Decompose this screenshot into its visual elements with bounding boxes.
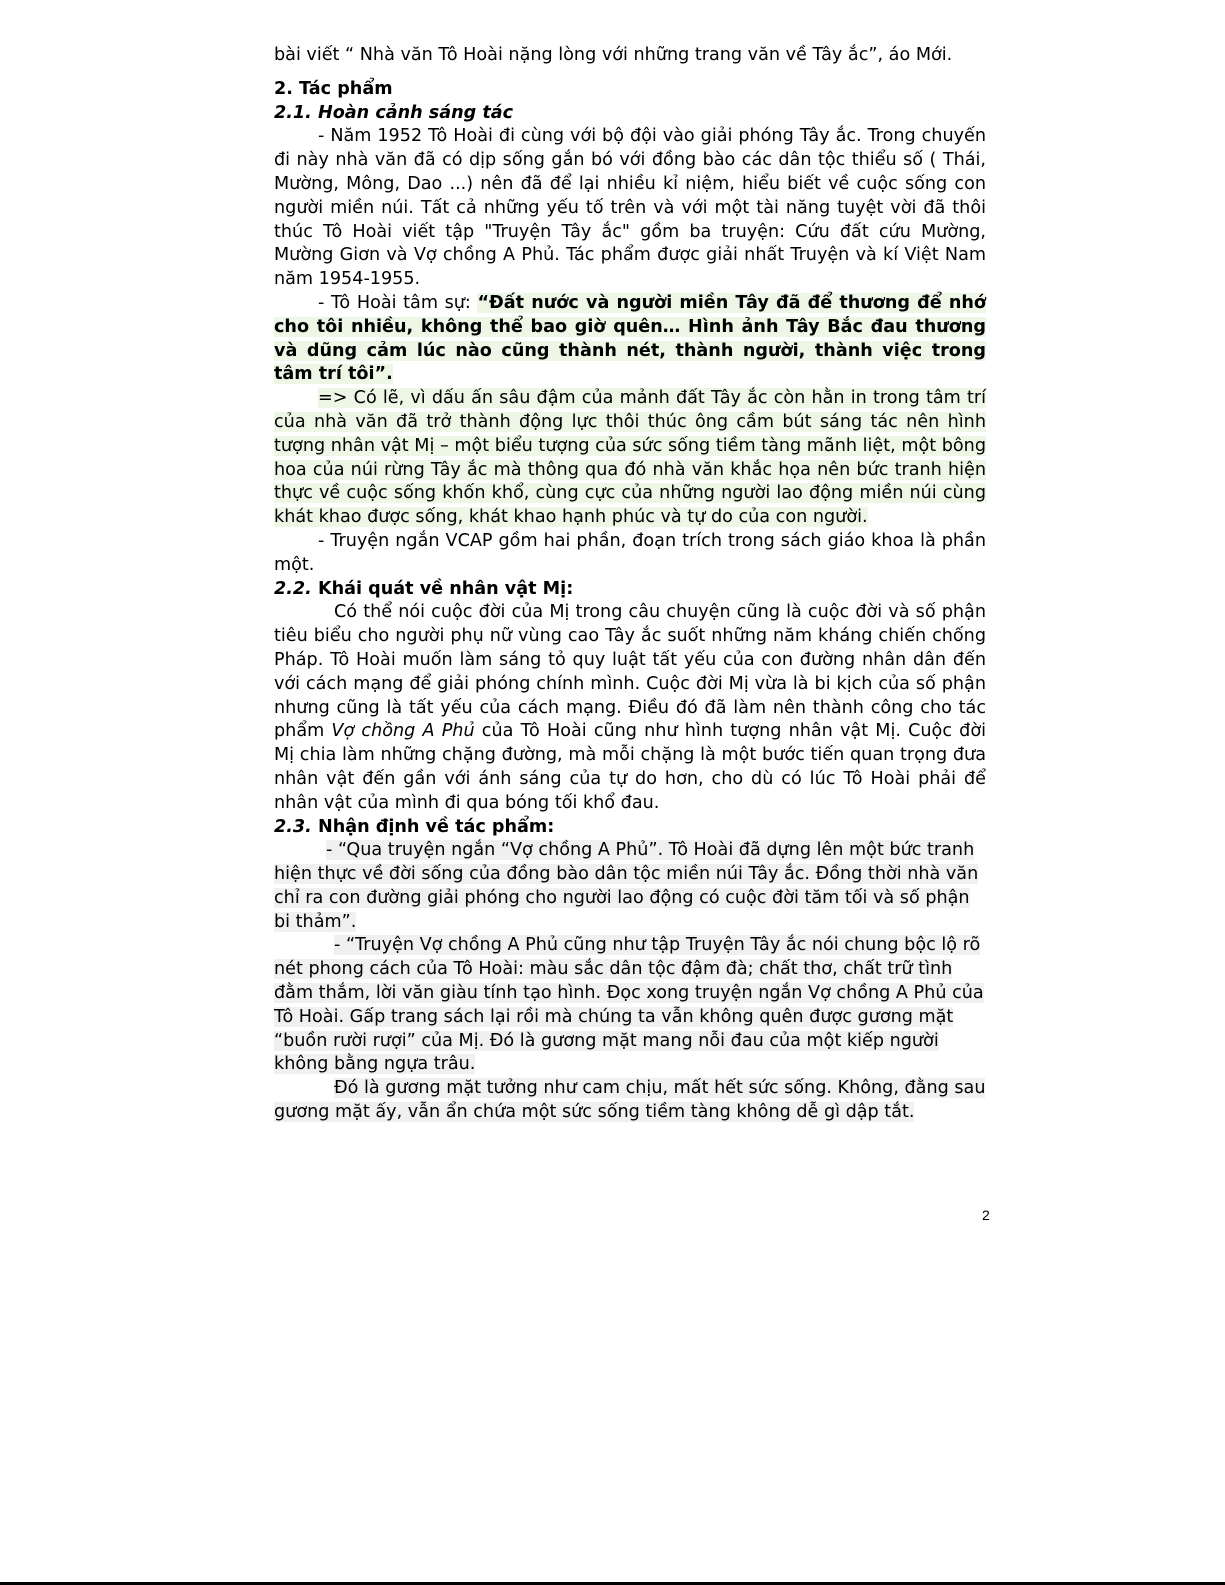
paragraph-context-1952: - Năm 1952 Tô Hoài đi cùng với bộ đội vào giải phóng Tây ắc. Trong chuyến đi này nhà văn đã có dịp sống gắn bó với đồng bào các dân tộc thiểu số ( Thái, Mường, Mông, Dao ...) nên đã để lại nhiều kỉ niệm, hiểu biết về cuộc sống con người miền núi. Tất cả những yếu tố trên và với một tài năng tuyệt vời đã thôi thúc Tô Hoài viết tập "Truyện Tây ắc" gồm ba truyện: Cứu đất cứu Mường, Mường Giơn và Vợ chồng A Phủ. Tác phẩm được giải nhất Truyện và kí Việt Nam năm 1954-1955. — [274, 126, 986, 290]
paragraph-author-quote — [274, 292, 986, 387]
subheading-critique-number: 2.3. — [274, 816, 312, 837]
critique-2-text: - “Truyện Vợ chồng A Phủ cũng như tập Truyện Tây ắc nói chung bộc lộ rõ nét phong cách của Tô Hoài: màu sắc dân tộc đậm đà; chất thơ, chất trữ tình đằm thắm, lời văn giàu tính tạo hình. Đọc xong truyện ngắn Vợ chồng A Phủ của Tô Hoài. Gấp trang sách lại rồi mà chúng ta vẫn không quên được gương mặt “buồn rười rượi” của Mị. Đó là gương mặt mang nỗi đau của một kiếp người không bằng ngựa trâu. — [274, 935, 984, 1075]
paragraph-story-parts: - Truyện ngắn VCAP gồm hai phần, đoạn trích trong sách giáo khoa là phần một. — [274, 530, 986, 575]
document-page — [274, 44, 986, 1125]
paragraph-conclusion — [274, 387, 986, 530]
paragraph-character-mi — [274, 601, 986, 815]
author-quote-lead: - Tô Hoài tâm sự: — [318, 292, 478, 313]
critique-3-text: Đó là gương mặt tưởng như cam chịu, mất hết sức sống. Không, đằng sau gương mặt ấy, vẫn ẩn chứa một sức sống tiềm tàng không dễ gì dập tắt. — [274, 1078, 986, 1123]
paragraph-critique-2 — [274, 934, 986, 1077]
work-title-italic: Vợ chồng A Phủ — [331, 721, 475, 742]
paragraph-critique-3 — [274, 1077, 986, 1125]
subheading-character-number: 2.2. — [274, 578, 312, 599]
page-number: 2 — [982, 1207, 990, 1223]
character-text-part-2: của Tô Hoài cũng như hình tượng nhân vật Mị. Cuộc đời Mị chia làm những chặng đường, mà mỗi chặng là một bước tiến quan trọng đưa nhân vật đến gần với ánh sáng của tự do hơn, cho dù có lúc Tô Hoài phải để nhân vật của mình đi qua bóng tối khổ đau. — [274, 721, 986, 813]
section-heading-works: 2. Tác phẩm — [274, 78, 393, 99]
subheading-context — [274, 102, 986, 126]
intro-paragraph: bài viết “ Nhà văn Tô Hoài nặng lòng với những trang văn về Tây ắc”, áo Mới. — [274, 45, 953, 65]
subheading-critique-title: Nhận định về tác phẩm: — [311, 816, 555, 837]
critique-1-text: - “Qua truyện ngắn “Vợ chồng A Phủ”. Tô Hoài đã dựng lên một bức tranh hiện thực về đời sống của đồng bào dân tộc miền núi Tây ắc. Đồng thời nhà văn chỉ ra con đường giải phóng cho người lao động có cuộc đời tăm tối và số phận bi thảm”. — [274, 840, 979, 932]
subheading-character-title: Khái quát về nhân vật Mị: — [311, 578, 574, 599]
paragraph-critique-1 — [274, 839, 986, 934]
subheading-context-number: 2.1. — [274, 102, 312, 123]
subheading-character-overview — [274, 578, 986, 602]
character-text-part-1: Có thể nói cuộc đời của Mị trong câu chuyện cũng là cuộc đời và số phận tiêu biểu cho người phụ nữ vùng cao Tây ắc suốt những năm kháng chiến chống Pháp. Tô Hoài muốn làm sáng tỏ quy luật tất yếu của con đường nhân dân đến với cách mạng để giải phóng chính mình. Cuộc đời Mị vừa là bi kịch của số phận nhưng cũng là tất yếu của cách mạng. Điều đó đã làm nên thành công cho tác phẩm — [274, 602, 986, 742]
conclusion-highlighted-text: => Có lẽ, vì dấu ấn sâu đậm của mảnh đất Tây ắc còn hằn in trong tâm trí của nhà văn đã trở thành động lực thôi thúc ông cầm bút sáng tác nên hình tượng nhân vật Mị – một biểu tượng của sức sống tiềm tàng mãnh liệt, một bông hoa của núi rừng Tây ắc mà thông qua đó nhà văn khắc họa nên bức tranh hiện thực về cuộc sống khốn khổ, cùng cực của những người lao động miền núi cùng khát khao được sống, khát khao hạnh phúc và tự do của con người. — [274, 388, 986, 528]
subheading-critique — [274, 816, 986, 840]
author-quote-text: “Đất nước và người miền Tây đã để thương để nhớ cho tôi nhiều, không thể bao giờ quên… Hình ảnh Tây Bắc đau thương và dũng cảm lúc nào cũng thành nét, thành người, thành việc trong tâm trí tôi”. — [274, 292, 986, 385]
subheading-context-title: Hoàn cảnh sáng tác — [311, 102, 514, 123]
